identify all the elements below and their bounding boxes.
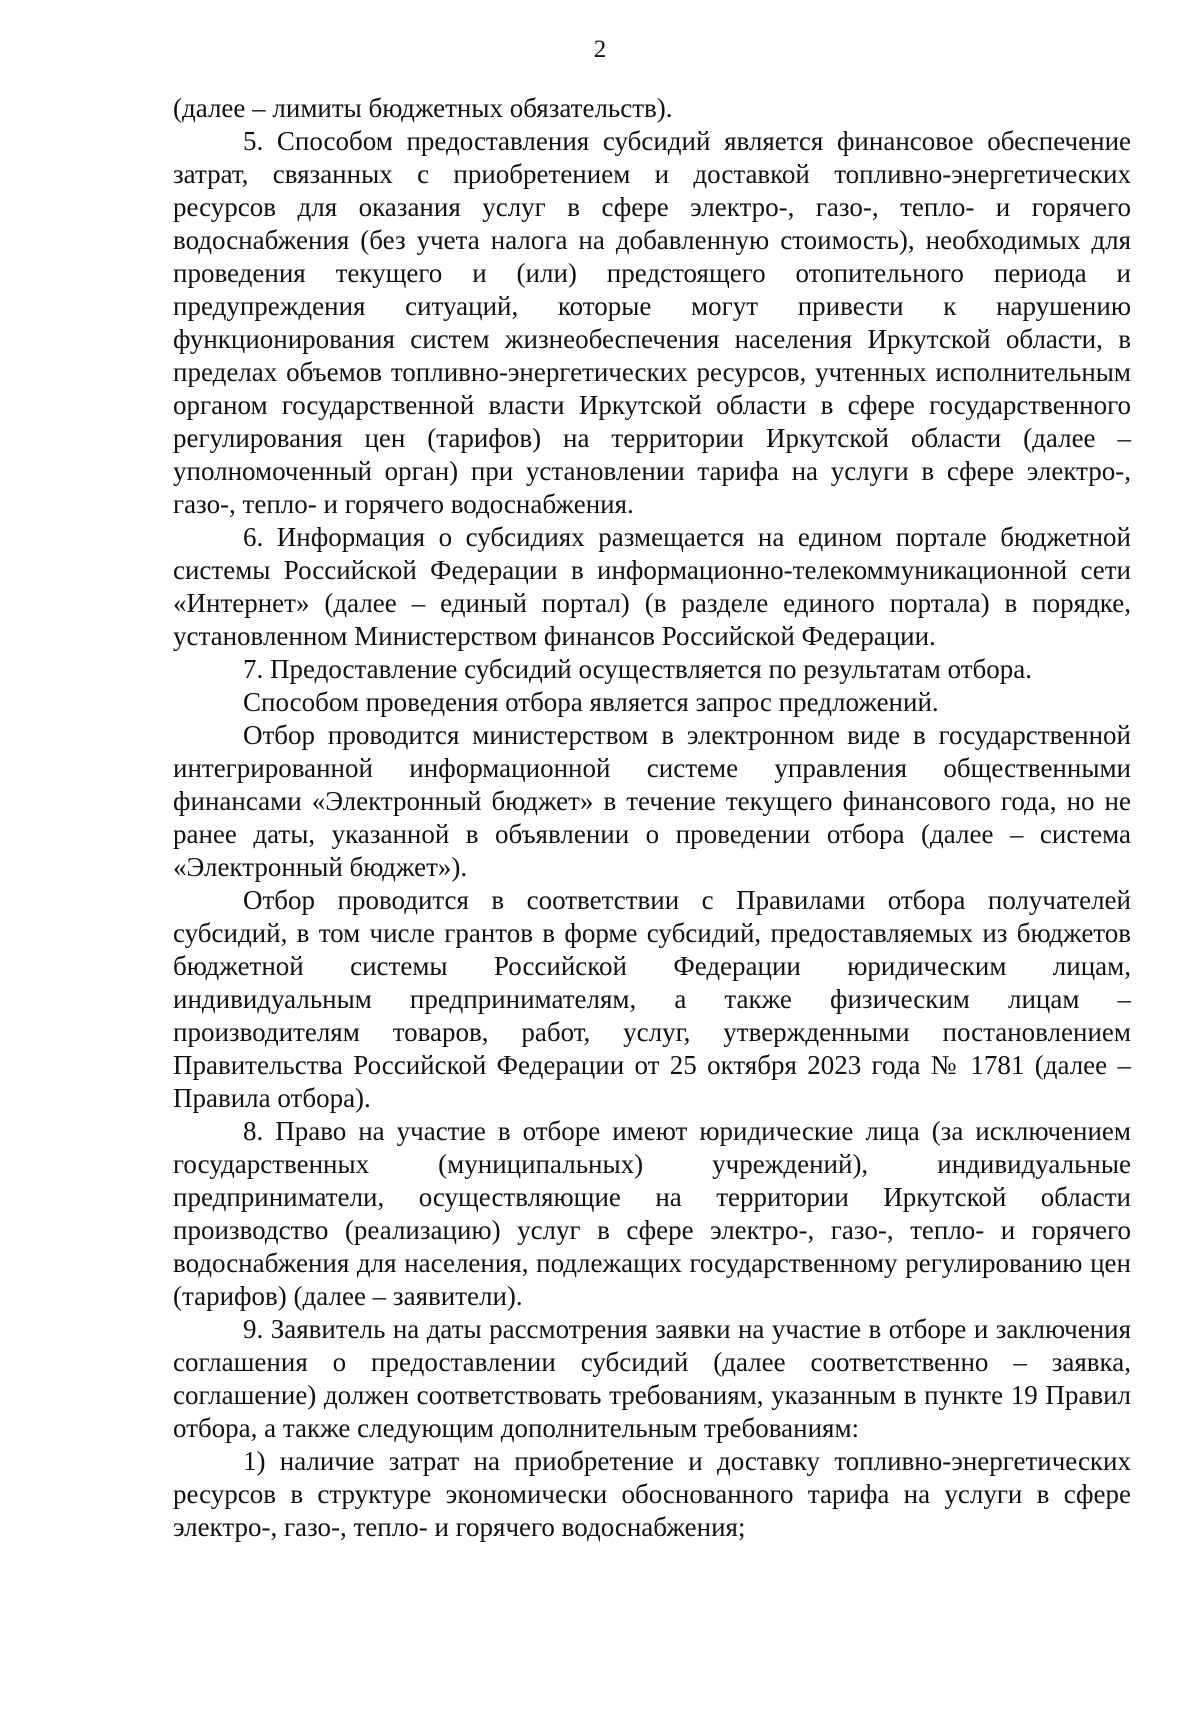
page-number: 2 [593,36,607,63]
paragraph-continuation: (далее – лимиты бюджетных обязательств). [173,93,673,123]
paragraph-selection-conduct: Отбор проводится министерством в электронном виде в государственной интегрированной информационной системе управления общественными финансами «Электронный бюджет» в течение текущего финансового года, но не ранее даты, указанной в объявлении о проведении отбора (далее – система «Электронный бюджет»). [173,720,1131,882]
paragraph-selection-method: Способом проведения отбора является запрос предложений. [243,687,939,717]
paragraph-item-5: 5. Способом предоставления субсидий является финансовое обеспечение затрат, связанных с приобретением и доставкой топливно-энергетических ресурсов для оказания услуг в сфере электро-, газо-, тепло- и горячего водоснабжения (без учета налога на добавленную стоимость), необходимых для проведения текущего и (или) предстоящего отопительного периода и предупреждения ситуаций, которые могут привести к нарушению функционирования систем жизнеобеспечения населения Иркутской области, в пределах объемов топливно-энергетических ресурсов, учтенных исполнительным органом государственной власти Иркутской области в сфере государственного регулирования цен (тарифов) на территории Иркутской области (далее – уполномоченный орган) при установлении тарифа на услуги в сфере электро-, газо-, тепло- и горячего водоснабжения. [173,126,1131,519]
paragraph-item-6: 6. Информация о субсидиях размещается на едином портале бюджетной системы Российской Федерации в информационно-телекоммуникационной сети «Интернет» (далее – единый портал) (в разделе единого портала) в порядке, установленном Министерством финансов Российской Федерации. [173,522,1131,651]
paragraph-selection-rules: Отбор проводится в соответствии с Правилами отбора получателей субсидий, в том числе грантов в форме субсидий, предоставляемых из бюджетов бюджетной системы Российской Федерации юридическим лицам, индивидуальным предпринимателям, а также физическим лицам – производителям товаров, работ, услуг, утвержденными постановлением Правительства Российской Федерации от 25 октября 2023 года № 1781 (далее – Правила отбора). [173,885,1131,1113]
paragraph-item-9: 9. Заявитель на даты рассмотрения заявки на участие в отборе и заключения соглашения о предоставлении субсидий (далее соответственно – заявка, соглашение) должен соответствовать требованиям, указанным в пункте 19 Правил отбора, а также следующим дополнительным требованиям: [173,1314,1131,1443]
paragraph-item-7: 7. Предоставление субсидий осуществляется по результатам отбора. [243,654,1032,684]
paragraph-item-8: 8. Право на участие в отборе имеют юридические лица (за исключением государственных (муниципальных) учреждений), индивидуальные предприниматели, осуществляющие на территории Иркутской области производство (реализацию) услуг в сфере электро-, газо-, тепло- и горячего водоснабжения для населения, подлежащих государственному регулированию цен (тарифов) (далее – заявители). [173,1116,1131,1311]
paragraph-subitem-1: 1) наличие затрат на приобретение и доставку топливно-энергетических ресурсов в структуре экономически обоснованного тарифа на услуги в сфере электро-, газо-, тепло- и горячего водоснабжения; [173,1446,1131,1542]
document-body [173,92,1131,1544]
